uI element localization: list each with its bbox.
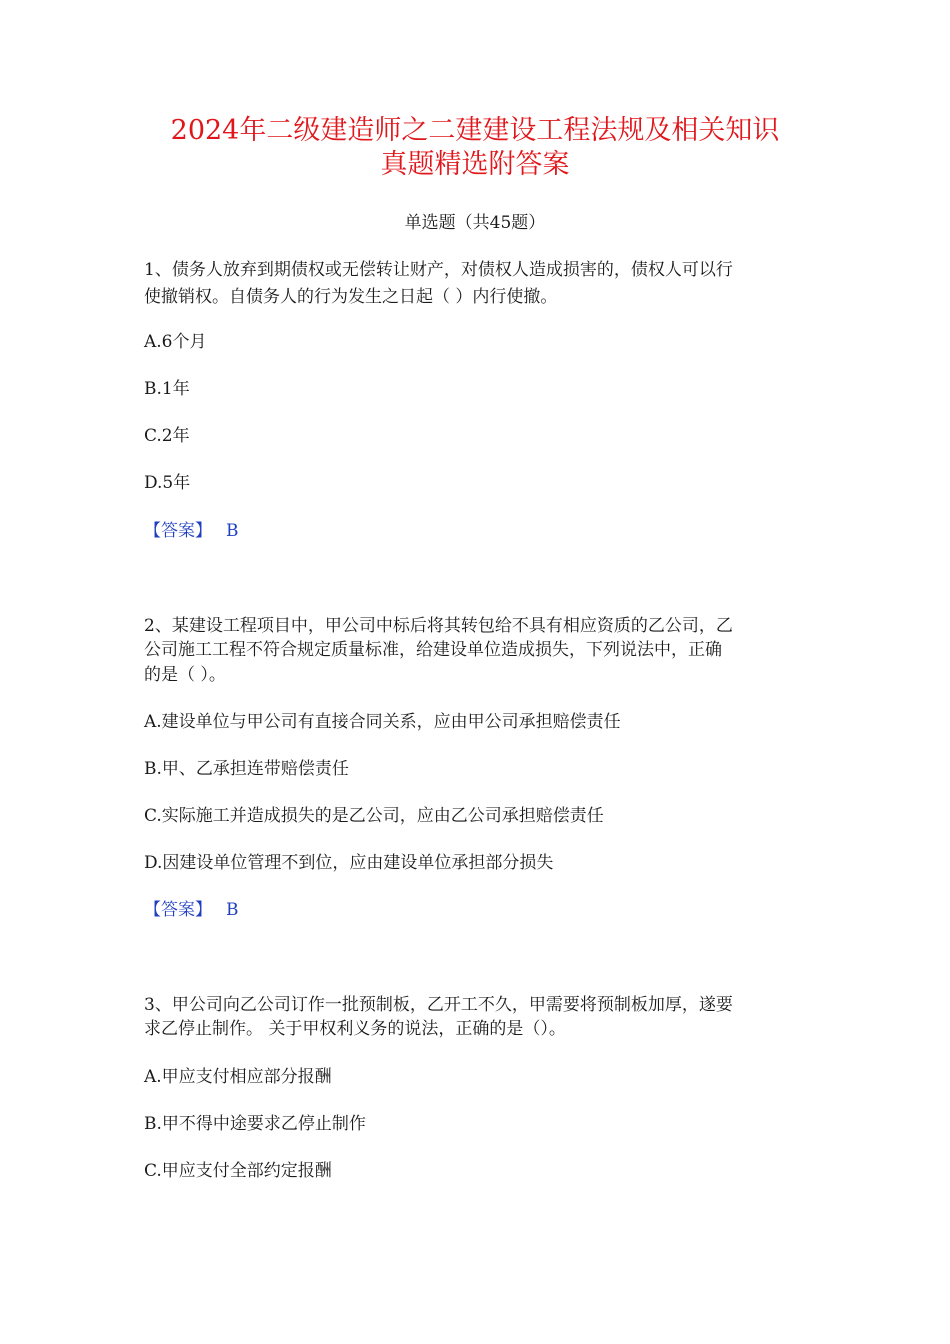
question-1-stem-line-1: 1、债务人放弃到期债权或无偿转让财产，对债权人造成损害的，债权人可以行 [144, 260, 733, 280]
question-3-option-b: B.甲不得中途要求乙停止制作 [144, 1114, 366, 1134]
question-1-option-b: B.1年 [144, 379, 190, 399]
answer-value: B [226, 900, 239, 920]
question-2-stem-line-1: 2、某建设工程项目中，甲公司中标后将其转包给不具有相应资质的乙公司，乙 [144, 616, 733, 636]
question-2-stem-line-2: 公司施工工程不符合规定质量标准，给建设单位造成损失，下列说法中，正确 [144, 640, 722, 660]
question-1-option-d: D.5年 [144, 473, 191, 493]
question-1-answer [144, 519, 239, 543]
question-1-option-c: C.2年 [144, 426, 190, 446]
question-2-option-b: B.甲、乙承担连带赔偿责任 [144, 759, 349, 779]
question-2-stem-line-3: 的是（ ）。 [144, 665, 226, 685]
section-heading: 单选题（共45题） [404, 213, 546, 233]
question-2-option-c: C.实际施工并造成损失的是乙公司，应由乙公司承担赔偿责任 [144, 806, 604, 826]
document-title-line-1: 2024年二级建造师之二建建设工程法规及相关知识 [170, 115, 780, 146]
question-2-answer [144, 898, 239, 922]
answer-value: B [226, 521, 239, 541]
answer-label: 【答案】 [144, 521, 212, 541]
question-1-option-a: A.6个月 [144, 332, 207, 352]
question-3-stem-line-2: 求乙停止制作。 关于甲权利义务的说法，正确的是（）。 [144, 1019, 566, 1039]
question-3-option-c: C.甲应支付全部约定报酬 [144, 1161, 332, 1181]
question-1-stem-line-2: 使撤销权。自债务人的行为发生之日起（ ）内行使撤。 [144, 287, 558, 307]
question-3-stem-line-1: 3、甲公司向乙公司订作一批预制板，乙开工不久，甲需要将预制板加厚，遂要 [144, 995, 733, 1015]
question-2-option-d: D.因建设单位管理不到位，应由建设单位承担部分损失 [144, 853, 554, 873]
question-3-option-a: A.甲应支付相应部分报酬 [144, 1067, 332, 1087]
document-title-line-2: 真题精选附答案 [380, 149, 570, 180]
answer-label: 【答案】 [144, 900, 212, 920]
question-2-option-a: A.建设单位与甲公司有直接合同关系，应由甲公司承担赔偿责任 [144, 712, 621, 732]
